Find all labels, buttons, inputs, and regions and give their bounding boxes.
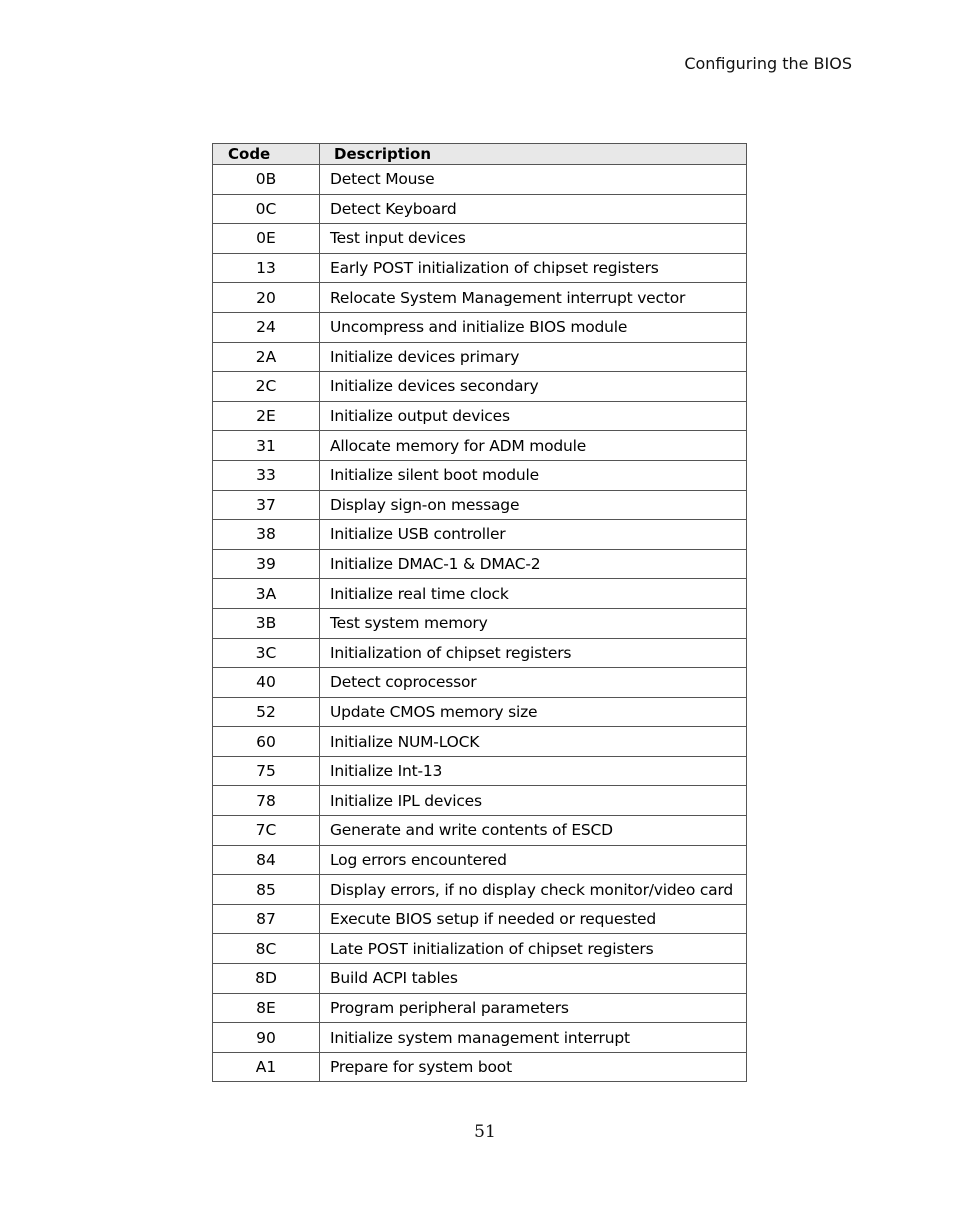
table-row bbox=[213, 342, 747, 372]
post-code-cell: 8E bbox=[213, 993, 320, 1023]
post-code-cell: 13 bbox=[213, 253, 320, 283]
post-code-cell: 2E bbox=[213, 401, 320, 431]
post-code-cell: 8D bbox=[213, 964, 320, 994]
description-cell: Initialization of chipset registers bbox=[320, 638, 747, 668]
description-cell: Initialize devices primary bbox=[320, 342, 747, 372]
description-cell: Display errors, if no display check monitor/video card bbox=[320, 875, 747, 905]
table-row bbox=[213, 904, 747, 934]
table-row bbox=[213, 165, 747, 195]
post-code-cell: 52 bbox=[213, 697, 320, 727]
post-code-cell: 39 bbox=[213, 549, 320, 579]
description-cell: Detect Keyboard bbox=[320, 194, 747, 224]
description-cell: Detect coprocessor bbox=[320, 668, 747, 698]
post-code-cell: 2A bbox=[213, 342, 320, 372]
post-code-cell: 24 bbox=[213, 312, 320, 342]
description-cell: Initialize output devices bbox=[320, 401, 747, 431]
description-cell: Initialize DMAC-1 & DMAC-2 bbox=[320, 549, 747, 579]
table-row bbox=[213, 845, 747, 875]
description-cell: Initialize real time clock bbox=[320, 579, 747, 609]
description-cell: Uncompress and initialize BIOS module bbox=[320, 312, 747, 342]
table-row bbox=[213, 1052, 747, 1082]
description-cell: Detect Mouse bbox=[320, 165, 747, 195]
table-row bbox=[213, 253, 747, 283]
column-header-code: Code bbox=[213, 144, 320, 165]
table-row bbox=[213, 401, 747, 431]
post-code-cell: 3A bbox=[213, 579, 320, 609]
table-row bbox=[213, 1023, 747, 1053]
post-code-cell: 60 bbox=[213, 727, 320, 757]
description-cell: Early POST initialization of chipset registers bbox=[320, 253, 747, 283]
table-header-row bbox=[213, 144, 747, 165]
post-code-cell: 75 bbox=[213, 756, 320, 786]
table-row bbox=[213, 964, 747, 994]
description-cell: Display sign-on message bbox=[320, 490, 747, 520]
description-cell: Program peripheral parameters bbox=[320, 993, 747, 1023]
description-cell: Late POST initialization of chipset registers bbox=[320, 934, 747, 964]
description-cell: Test input devices bbox=[320, 224, 747, 254]
post-code-cell: 33 bbox=[213, 460, 320, 490]
running-header: Configuring the BIOS bbox=[684, 54, 852, 73]
description-cell: Relocate System Management interrupt vector bbox=[320, 283, 747, 313]
table-row bbox=[213, 727, 747, 757]
description-cell: Execute BIOS setup if needed or requested bbox=[320, 904, 747, 934]
post-code-cell: 37 bbox=[213, 490, 320, 520]
description-cell: Generate and write contents of ESCD bbox=[320, 816, 747, 846]
post-code-cell: 84 bbox=[213, 845, 320, 875]
table-row bbox=[213, 549, 747, 579]
table-row bbox=[213, 668, 747, 698]
table-row bbox=[213, 312, 747, 342]
post-code-cell: 3C bbox=[213, 638, 320, 668]
table-row bbox=[213, 579, 747, 609]
post-code-cell: 2C bbox=[213, 372, 320, 402]
post-code-cell: A1 bbox=[213, 1052, 320, 1082]
post-code-cell: 85 bbox=[213, 875, 320, 905]
post-code-table bbox=[212, 143, 747, 1082]
post-code-cell: 0E bbox=[213, 224, 320, 254]
description-cell: Initialize Int-13 bbox=[320, 756, 747, 786]
description-cell: Log errors encountered bbox=[320, 845, 747, 875]
post-code-cell: 0B bbox=[213, 165, 320, 195]
description-cell: Initialize NUM-LOCK bbox=[320, 727, 747, 757]
description-cell: Initialize system management interrupt bbox=[320, 1023, 747, 1053]
post-code-cell: 31 bbox=[213, 431, 320, 461]
table-row bbox=[213, 372, 747, 402]
post-code-cell: 90 bbox=[213, 1023, 320, 1053]
table-row bbox=[213, 460, 747, 490]
description-cell: Allocate memory for ADM module bbox=[320, 431, 747, 461]
table-row bbox=[213, 194, 747, 224]
description-cell: Test system memory bbox=[320, 608, 747, 638]
table-row bbox=[213, 816, 747, 846]
post-code-cell: 0C bbox=[213, 194, 320, 224]
post-code-cell: 87 bbox=[213, 904, 320, 934]
table-row bbox=[213, 224, 747, 254]
table-row bbox=[213, 520, 747, 550]
table-row bbox=[213, 993, 747, 1023]
table-row bbox=[213, 697, 747, 727]
description-cell: Initialize USB controller bbox=[320, 520, 747, 550]
table-body bbox=[213, 165, 747, 1082]
description-cell: Prepare for system boot bbox=[320, 1052, 747, 1082]
table-row bbox=[213, 756, 747, 786]
description-cell: Update CMOS memory size bbox=[320, 697, 747, 727]
description-cell: Initialize devices secondary bbox=[320, 372, 747, 402]
table-row bbox=[213, 490, 747, 520]
table-row bbox=[213, 431, 747, 461]
page-number: 51 bbox=[474, 1122, 496, 1142]
table-row bbox=[213, 934, 747, 964]
description-cell: Initialize silent boot module bbox=[320, 460, 747, 490]
post-code-cell: 20 bbox=[213, 283, 320, 313]
column-header-description: Description bbox=[320, 144, 747, 165]
table-row bbox=[213, 875, 747, 905]
post-code-cell: 38 bbox=[213, 520, 320, 550]
post-code-cell: 3B bbox=[213, 608, 320, 638]
post-code-cell: 8C bbox=[213, 934, 320, 964]
table-row bbox=[213, 608, 747, 638]
post-code-cell: 78 bbox=[213, 786, 320, 816]
post-code-cell: 40 bbox=[213, 668, 320, 698]
table-row bbox=[213, 283, 747, 313]
post-code-cell: 7C bbox=[213, 816, 320, 846]
description-cell: Initialize IPL devices bbox=[320, 786, 747, 816]
table-row bbox=[213, 786, 747, 816]
table-row bbox=[213, 638, 747, 668]
description-cell: Build ACPI tables bbox=[320, 964, 747, 994]
